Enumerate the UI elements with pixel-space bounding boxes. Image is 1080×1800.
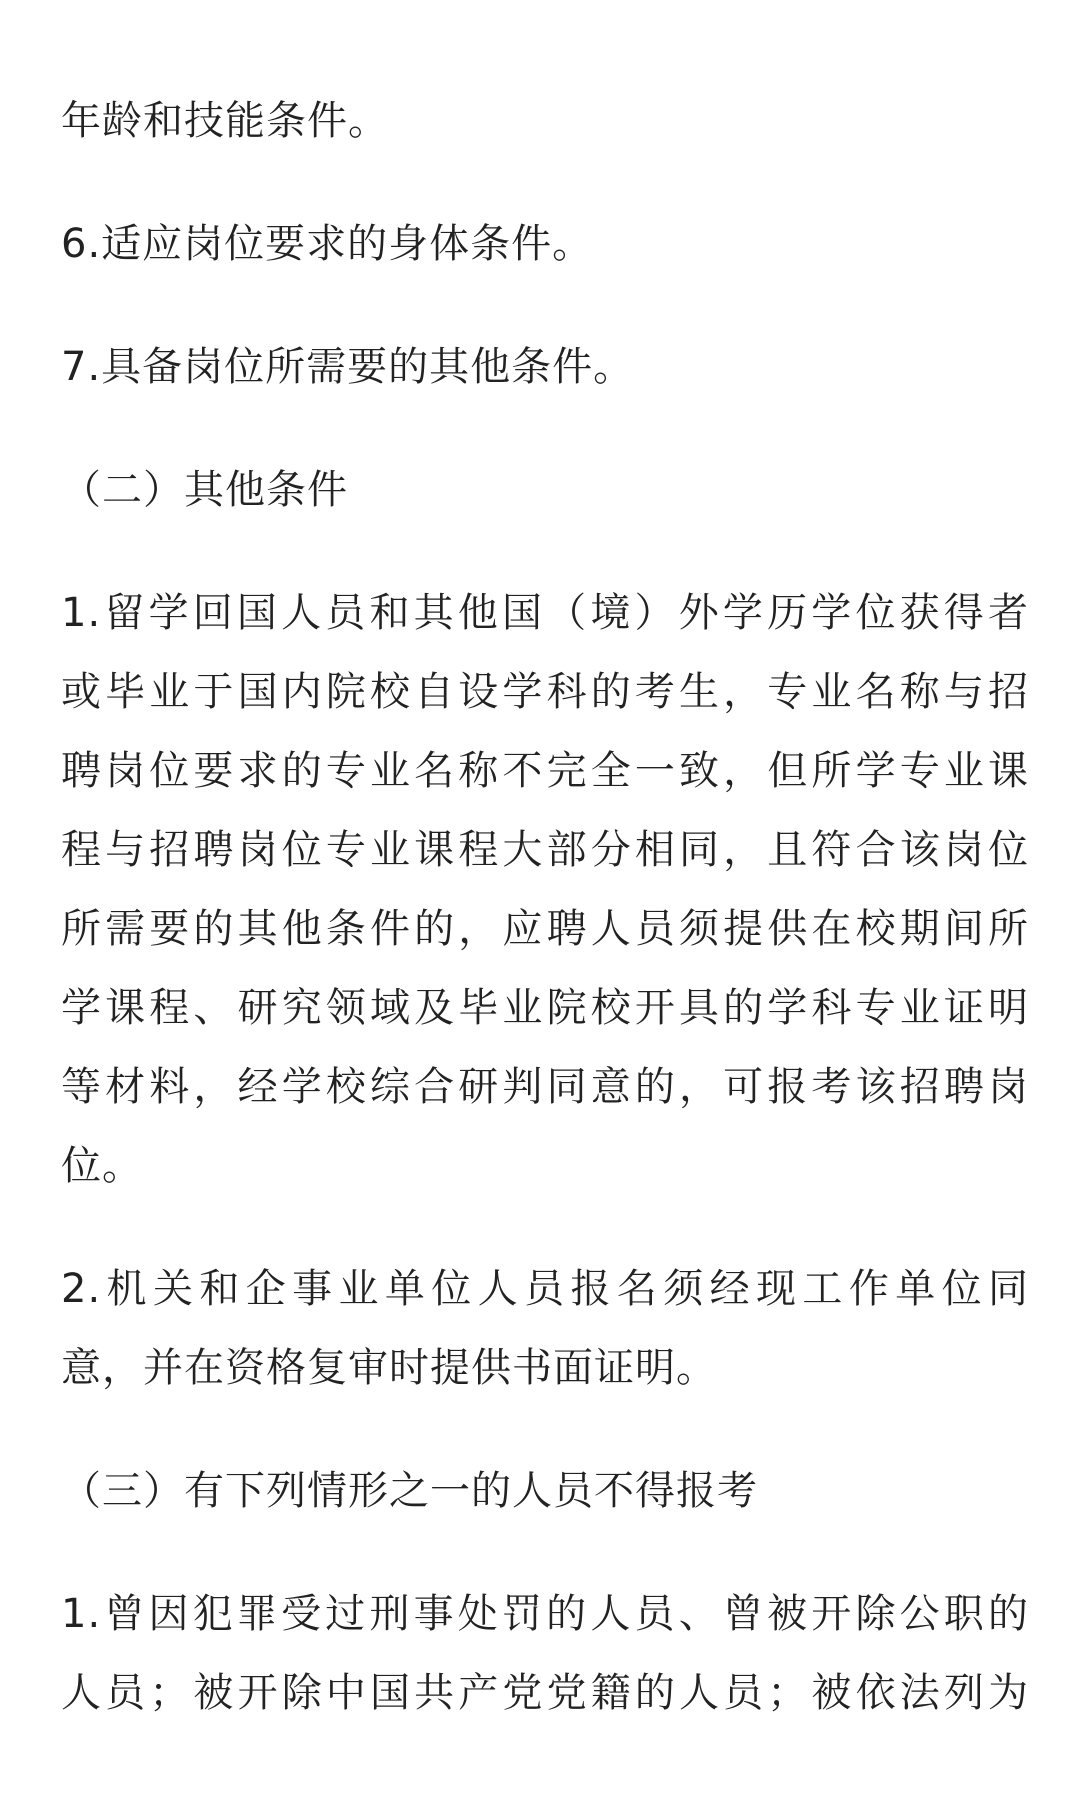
- text-line: 1.留学回国人员和其他国（境）外学历学位获得者: [61, 590, 1029, 636]
- text-line: 1.曾因犯罪受过刑事处罚的人员、曾被开除公职的: [61, 1591, 1029, 1637]
- text-line: 位。: [61, 1143, 143, 1189]
- paragraph-item-6: [61, 205, 1029, 284]
- paragraph-age-skill: [61, 82, 1029, 161]
- text-line: 2.机关和企事业单位人员报名须经现工作单位同: [61, 1266, 1029, 1312]
- text-line: 学课程、研究领域及毕业院校开具的学科专业证明: [61, 985, 1029, 1031]
- text-line: （三）有下列情形之一的人员不得报考: [61, 1468, 758, 1514]
- text-line: 意，并在资格复审时提供书面证明。: [61, 1345, 717, 1391]
- text-line: （二）其他条件: [61, 467, 348, 513]
- text-line: 7.具备岗位所需要的其他条件。: [61, 344, 635, 390]
- paragraph-criminal-record: [61, 1575, 1029, 1733]
- text-line: 所需要的其他条件的，应聘人员须提供在校期间所: [61, 906, 1029, 952]
- text-line: 或毕业于国内院校自设学科的考生，专业名称与招: [61, 669, 1029, 715]
- paragraph-item-7: [61, 328, 1029, 407]
- text-line: 年龄和技能条件。: [61, 98, 389, 144]
- section-heading-disqualifications: [61, 1452, 1029, 1531]
- text-line: 等材料，经学校综合研判同意的，可报考该招聘岗: [61, 1064, 1029, 1110]
- text-line: 6.适应岗位要求的身体条件。: [61, 221, 594, 267]
- text-line: 聘岗位要求的专业名称不完全一致，但所学专业课: [61, 748, 1029, 794]
- article-body: [61, 82, 1029, 1733]
- paragraph-overseas-graduates: [61, 574, 1029, 1206]
- text-line: 人员；被开除中国共产党党籍的人员；被依法列为: [61, 1670, 1029, 1716]
- section-heading-other-conditions: [61, 451, 1029, 530]
- paragraph-employer-consent: [61, 1250, 1029, 1408]
- text-line: 程与招聘岗位专业课程大部分相同，且符合该岗位: [61, 827, 1029, 873]
